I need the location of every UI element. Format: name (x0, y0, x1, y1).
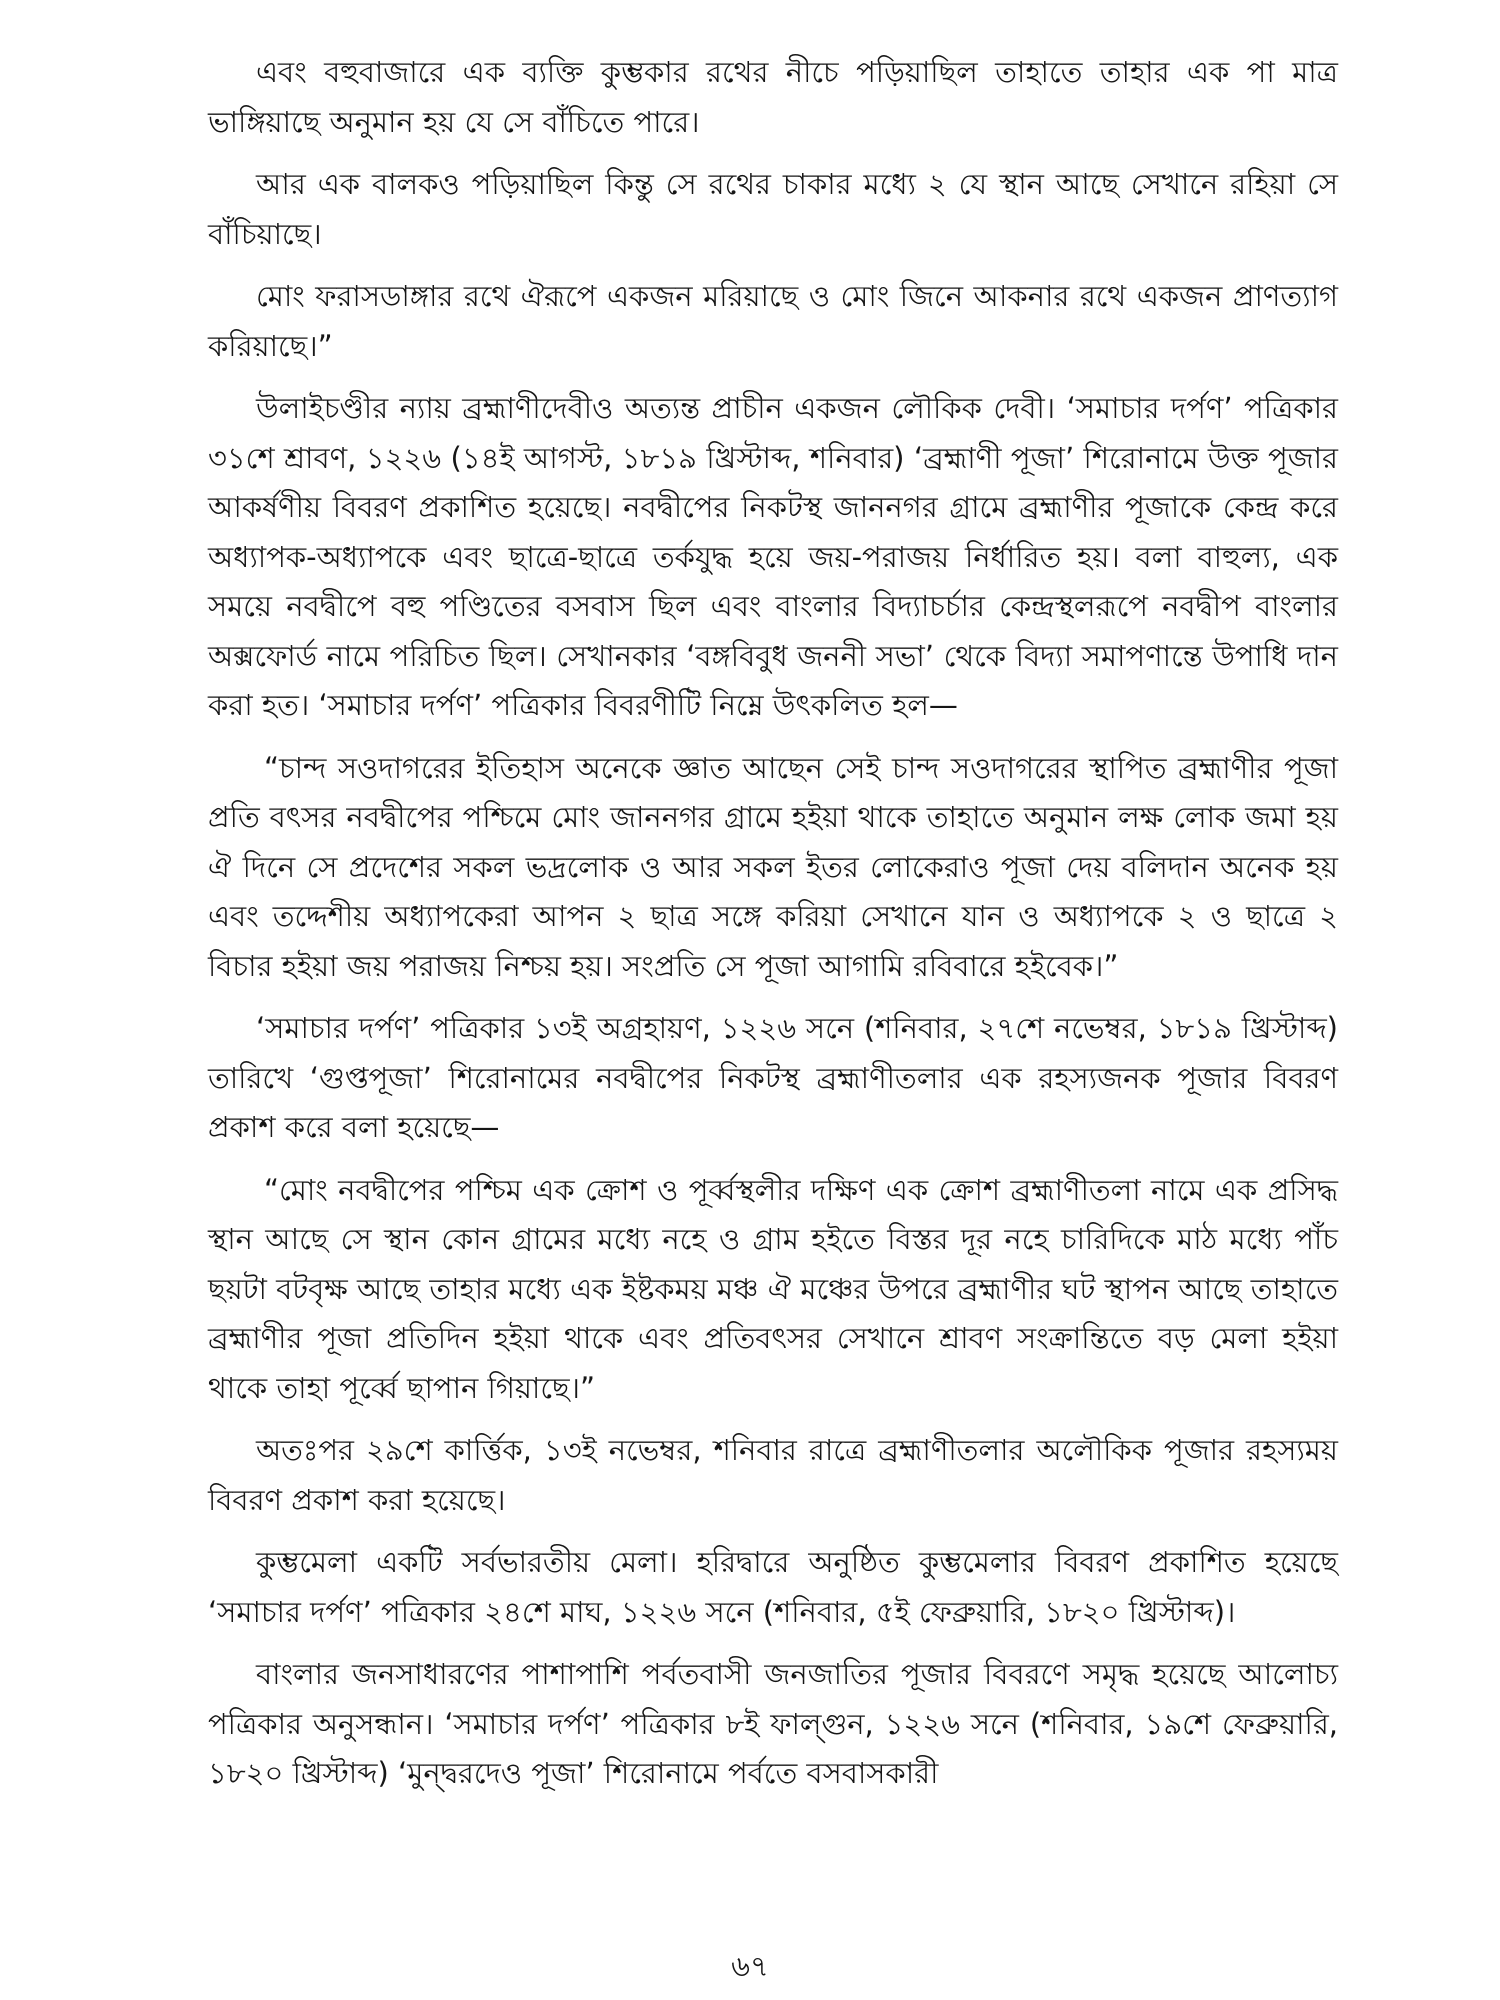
page-number: ৬৭ (731, 1949, 769, 1983)
paragraph-brahmani-intro: উলাইচণ্ডীর ন্যায় ব্রহ্মাণীদেবীও অত্যন্ত প্রাচীন একজন লৌকিক দেবী। ‘সমাচার দর্পণ’ পত্রিকার ৩১শে শ্রাবণ, ১২২৬ (১৪ই আগস্ট, ১৮১৯ খ্রিস্টাব্দ, শনিবার) ‘ব্রহ্মাণী পূজা’ শিরোনামে উক্ত পূজার আকর্ষণীয় বিবরণ প্রকাশিত হয়েছে। নবদ্বীপের নিকটস্থ জাননগর গ্রামে ব্রহ্মাণীর পূজাকে কেন্দ্র করে অধ্যাপক-অধ্যাপকে এবং ছাত্রে-ছাত্রে তর্কযুদ্ধ হয়ে জয়-পরাজয় নির্ধারিত হয়। বলা বাহুল্য, এক সময়ে নবদ্বীপে বহু পণ্ডিতের বসবাস ছিল এবং বাংলার বিদ্যাচর্চার কেন্দ্রস্থলরূপে নবদ্বীপ বাংলার অক্সফোর্ড নামে পরিচিত ছিল। সেখানকার ‘বঙ্গবিবুধ জননী সভা’ থেকে বিদ্যা সমাপণান্তে উপাধি দান করা হত। ‘সমাচার দর্পণ’ পত্রিকার বিবরণীটি নিম্নে উৎকলিত হল— (208, 391, 1338, 722)
page-body-text (208, 48, 1338, 1812)
paragraph-farasdanga-death: মোং ফরাসডাঙ্গার রথে ঐরূপে একজন মরিয়াছে ও মোং জিনে আকনার রথে একজন প্রাণত্যাগ করিয়াছে।” (208, 279, 1338, 363)
paragraph-bahubazar-accident: এবং বহুবাজারে এক ব্যক্তি কুম্ভকার রথের নীচে পড়িয়াছিল তাহাতে তাহার এক পা মাত্র ভাঙ্গিয়াছে অনুমান হয় যে সে বাঁচিতে পারে। (208, 55, 1338, 139)
quote-brahmani-puja: “চান্দ সওদাগরের ইতিহাস অনেকে জ্ঞাত আছেন সেই চান্দ সওদাগরের স্থাপিত ব্রহ্মাণীর পূজা প্রতি বৎসর নবদ্বীপের পশ্চিমে মোং জাননগর গ্রামে হইয়া থাকে তাহাতে অনুমান লক্ষ লোক জমা হয় ঐ দিনে সে প্রদেশের সকল ভদ্রলোক ও আর সকল ইতর লোকেরাও পূজা দেয় বলিদান অনেক হয় এবং তদ্দেশীয় অধ্যাপকেরা আপন ২ ছাত্র সঙ্গে করিয়া সেখানে যান ও অধ্যাপকে ২ ও ছাত্রে ২ বিচার হইয়া জয় পরাজয় নিশ্চয় হয়। সংপ্রতি সে পূজা আগামি রবিবারে হইবেক।” (208, 750, 1338, 983)
paragraph-kartik-report: অতঃপর ২৯শে কার্ত্তিক, ১৩ই নভেম্বর, শনিবার রাত্রে ব্রহ্মাণীতলার অলৌকিক পূজার রহস্যময় বিবরণ প্রকাশ করা হয়েছে। (208, 1433, 1338, 1517)
paragraph-mountain-tribes: বাংলার জনসাধারণের পাশাপাশি পর্বতবাসী জনজাতির পূজার বিবরণে সমৃদ্ধ হয়েছে আলোচ্য পত্রিকার অনুসন্ধান। ‘সমাচার দর্পণ’ পত্রিকার ৮ই ফাল্গুন, ১২২৬ সনে (শনিবার, ১৯শে ফেব্রুয়ারি, ১৮২০ খ্রিস্টাব্দ) ‘মুন্দ্বরদেও পূজা’ শিরোনামে পর্বতে বসবাসকারী (208, 1657, 1338, 1790)
paragraph-guptapuja-intro: ‘সমাচার দর্পণ’ পত্রিকার ১৩ই অগ্রহায়ণ, ১২২৬ সনে (শনিবার, ২৭শে নভেম্বর, ১৮১৯ খ্রিস্টাব্দ) তারিখে ‘গুপ্তপূজা’ শিরোনামের নবদ্বীপের নিকটস্থ ব্রহ্মাণীতলার এক রহস্যজনক পূজার বিবরণ প্রকাশ করে বলা হয়েছে— (208, 1011, 1338, 1144)
paragraph-kumbhamela: কুম্ভমেলা একটি সর্বভারতীয় মেলা। হরিদ্বারে অনুষ্ঠিত কুম্ভমেলার বিবরণ প্রকাশিত হয়েছে ‘সমাচার দর্পণ’ পত্রিকার ২৪শে মাঘ, ১২২৬ সনে (শনিবার, ৫ই ফেব্রুয়ারি, ১৮২০ খ্রিস্টাব্দ)। (208, 1545, 1338, 1629)
quote-brahmanitala: “মোং নবদ্বীপের পশ্চিম এক ক্রোশ ও পূর্ব্বস্থলীর দক্ষিণ এক ক্রোশ ব্রহ্মাণীতলা নামে এক প্রসিদ্ধ স্থান আছে সে স্থান কোন গ্রামের মধ্যে নহে ও গ্রাম হইতে বিস্তর দূর নহে চারিদিকে মাঠ মধ্যে পাঁচ ছয়টা বটবৃক্ষ আছে তাহার মধ্যে এক ইষ্টকময় মঞ্চ ঐ মঞ্চের উপরে ব্রহ্মাণীর ঘট স্থাপন আছে তাহাতে ব্রহ্মাণীর পূজা প্রতিদিন হইয়া থাকে এবং প্রতিবৎসর সেখানে শ্রাবণ সংক্রান্তিতে বড় মেলা হইয়া থাকে তাহা পূর্ব্বে ছাপান গিয়াছে।” (208, 1172, 1338, 1405)
paragraph-boy-survived: আর এক বালকও পড়িয়াছিল কিন্তু সে রথের চাকার মধ্যে ২ যে স্থান আছে সেখানে রহিয়া সে বাঁচিয়াছে। (208, 167, 1338, 251)
